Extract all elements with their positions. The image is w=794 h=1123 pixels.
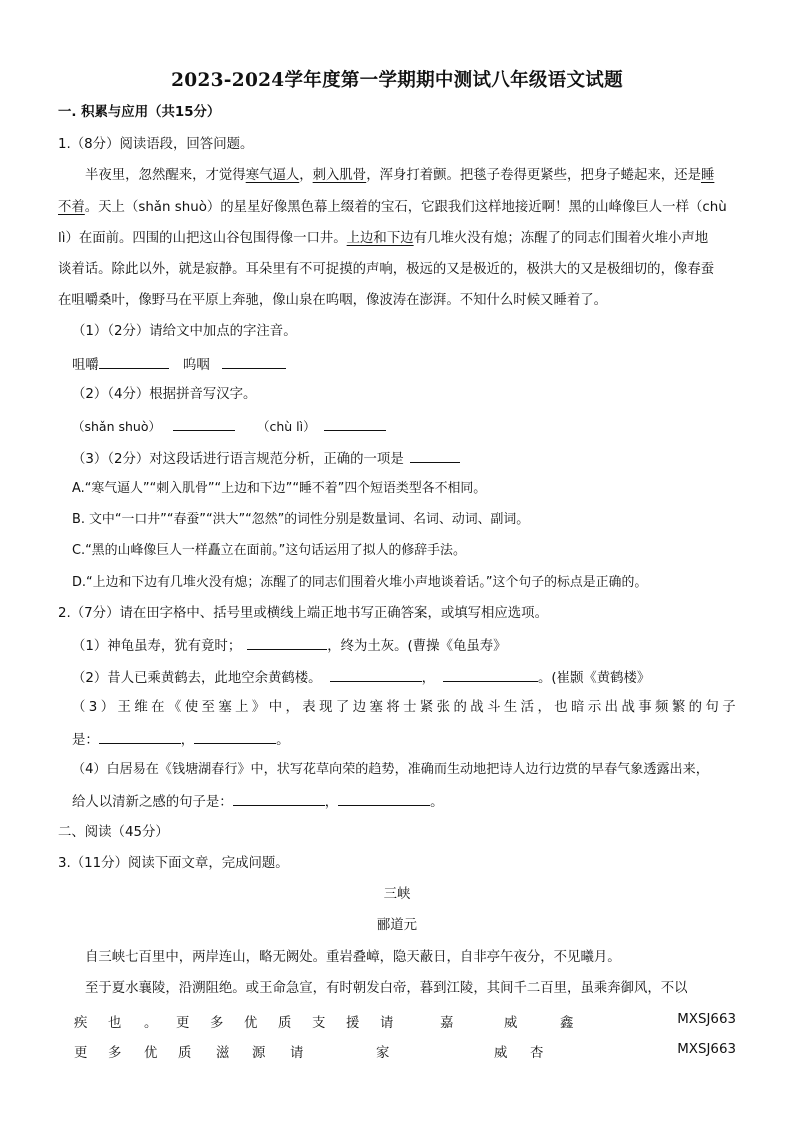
q1-option-b: B. 文中“一口井”“春蚕”“洪大”“忽然”的词性分别是数量词、名词、动词、副词。 bbox=[72, 512, 530, 527]
footer-char: 更 bbox=[74, 1046, 88, 1061]
footer-char: 请 bbox=[290, 1046, 304, 1061]
q2-sub3-char: （ bbox=[72, 700, 86, 715]
q2-sub3-char: 也 bbox=[554, 700, 568, 715]
section1-heading: 一. 积累与应用（共15分） bbox=[58, 105, 221, 120]
q2-sub3-char: 使 bbox=[184, 700, 199, 715]
q2-sub3-char: 塞 bbox=[369, 700, 383, 715]
q1-sub1-answers: 咀嚼 呜咽 bbox=[72, 354, 744, 376]
q2-sub3-char: 句 bbox=[705, 700, 719, 715]
answer-blank[interactable] bbox=[173, 416, 235, 431]
q1-sub2: （2）（4分）根据拼音写汉字。 bbox=[72, 387, 257, 402]
article-para2: 至于夏水襄陵，沿溯阻绝。或王命急宣，有时朝发白帝，暮到江陵，其间千二百里，虽乘奔御风，不以 bbox=[85, 981, 688, 996]
answer-blank[interactable] bbox=[443, 667, 538, 682]
footer-char: 威 bbox=[494, 1046, 508, 1061]
q2-sub4-answer: 给人以清新之感的句子是： ， 。 bbox=[72, 791, 744, 813]
q1-stem: 1.（8分）阅读语段，回答问题。 bbox=[58, 137, 254, 152]
q1-option-a: A.“寒气逼人”“刺入肌骨”“上边和下边”“睡不着”四个短语类型各不相同。 bbox=[72, 481, 487, 496]
answer-blank[interactable] bbox=[410, 448, 460, 463]
q1-para-line4: 谈着话。除此以外，就是寂静。耳朵里有不可捉摸的声响，极远的又是极近的，极洪大的又是极细切的，像春蚕 bbox=[58, 262, 715, 277]
q2-sub2: （2）昔人已乘黄鹤去，此地空余黄鹤楼。 ， 。(崔颢《黄鹤楼》 bbox=[72, 667, 744, 689]
q2-sub3-char: 士 bbox=[403, 700, 417, 715]
q2-sub4: （4）白居易在《钱塘湖春行》中，状写花草向荣的趋势，准确而生动地把诗人边行边赏的早春气象透露出来， bbox=[72, 762, 709, 777]
q1-sub3: （3）（2分）对这段话进行语言规范分析，正确的一项是 bbox=[72, 448, 744, 470]
q2-sub3-char: 中 bbox=[268, 700, 283, 715]
q2-sub3 bbox=[72, 698, 736, 718]
footer-char: 也 bbox=[108, 1016, 122, 1031]
q2-sub3-char: 《 bbox=[167, 700, 182, 715]
q2-sub3-char: 战 bbox=[470, 700, 484, 715]
answer-blank[interactable] bbox=[99, 729, 181, 744]
footer-char: 请 bbox=[380, 1016, 394, 1031]
q2-sub3-char: 战 bbox=[621, 700, 635, 715]
footer-char: 支 bbox=[312, 1016, 326, 1031]
page-title: 2023-2024学年度第一学期期中测试八年级语文试题 bbox=[171, 70, 623, 91]
footer-char: 鑫 bbox=[560, 1016, 574, 1031]
footer-char: 优 bbox=[244, 1016, 258, 1031]
answer-blank[interactable] bbox=[330, 667, 422, 682]
q2-sub3-char: 》 bbox=[251, 700, 266, 715]
footer-char: 嘉 bbox=[440, 1016, 454, 1031]
q1-para-line1: 半夜里，忽然醒来，才觉得寒气逼人，刺入肌骨，浑身打着颤。把毯子卷得更紧些，把身子蜷起来，还是睡 bbox=[85, 168, 715, 183]
q2-sub3-char: 斗 bbox=[487, 700, 501, 715]
q2-sub3-char: ， bbox=[285, 700, 299, 715]
footer-char: 疾 bbox=[74, 1016, 88, 1031]
q2-sub3-char: 张 bbox=[436, 700, 451, 715]
footer-char: 家 bbox=[376, 1046, 390, 1061]
answer-blank[interactable] bbox=[222, 354, 286, 369]
q2-sub3-char: 将 bbox=[386, 700, 400, 715]
q2-sub3-char: 子 bbox=[722, 700, 736, 715]
q2-sub3-char: 的 bbox=[453, 700, 467, 715]
q2-sub3-char: 繁 bbox=[671, 700, 686, 715]
q2-sub3-char: 紧 bbox=[419, 700, 434, 715]
footer-char: 质 bbox=[178, 1046, 192, 1061]
answer-blank[interactable] bbox=[338, 791, 430, 806]
q1-para-line5: 在咀嚼桑叶，像野马在平原上奔驰，像山泉在呜咽，像波涛在澎湃。不知什么时候又睡着了。 bbox=[58, 293, 608, 308]
answer-blank[interactable] bbox=[247, 635, 327, 650]
answer-blank[interactable] bbox=[324, 416, 386, 431]
q2-sub3-char: 边 bbox=[352, 700, 367, 715]
q1-para-line3: lì）在面前。四围的山把这山谷包围得像一口井。上边和下边有几堆火没有熄；冻醒了的同志们围着火堆小声地 bbox=[58, 231, 709, 246]
q2-sub3-char: 出 bbox=[604, 700, 619, 715]
q2-sub3-char: 王 bbox=[117, 700, 131, 715]
exam-page: 2023-2024学年度第一学期期中测试八年级语文试题 一. 积累与应用（共15分） 1.（8分）阅读语段，回答问题。 半夜里，忽然醒来，才觉得寒气逼人，刺入肌骨，浑身打着颤。把毯子卷得更紧些，把身子蜷起来，还是睡 不着。天上（shǎn shuò）的星星好像黑色幕上缀着的宝石，它跟我们这样地接近啊！黑的山峰像巨人一样（chù lì）在面前。四围的山把这山谷包围得像一口井。上边和下边有几堆火没有熄；冻醒了的同志们围着火堆小声地 谈着话。除此以外，就是寂静。耳朵里有不可捉摸的声响，极远的又是极近的，极洪大的又是极细切的，像春蚕 在咀嚼桑叶，像野马在平原上奔驰，像山泉在呜咽，像波涛在澎湃。不知什么时候又睡着了。 （1）（2分）请给文中加点的字注音。 咀嚼 呜咽 （2）（4分）根据拼音写汉字。 （shǎn shuò） （chù lì） （3）（2分）对这段话进行语言规范分析，正确的一项是 A.“寒气逼人”“刺入肌骨”“上边和下边”“睡不着”四个短语类型各不相同。 B. 文中“一口井”“春蚕”“洪大”“忽然”的词性分别是数量词、名词、动词、副词。 C.“黑的山峰像巨人一样矗立在面前。”这句话运用了拟人的修辞手法。 D.“上边和下边有几堆火没有熄；冻醒了的同志们围着火堆小声地谈着话。”这个句子的标点是正确的。 2.（7分）请在田字格中、括号里或横线上端正地书写正确答案，或填写相应选项。 （1）神龟虽寿，犹有竟时； ，终为土灰。(曹操《龟虽寿》 （2）昔人已乘黄鹤去，此地空余黄鹤楼。 ， 。(崔颢《黄鹤楼》 （ 3 ） 王 维 在 《 使 至 塞 上 》 中 ， 表 现 了 边 塞 将 士 紧 张 的 战 斗 生 活 ， 也 暗 示 出 战 事 频 繁 的 句 子 是： ， 。 （4）白居易在《钱塘湖春行》中，状写花草向荣的趋势，准确而生动地把诗人边行边赏的早春气象透露出来， 给人以清新之感的句子是： ， 。 二、阅读（45分） 3.（11分）阅读下面文章，完成问题。 三峡 郦道元 自三峡七百里中，两岸连山，略无阙处。重岩叠嶂，隐天蔽日，自非亭午夜分，不见曦月。 至于夏水襄陵，沿溯阻绝。或王命急宣，有时朝发白帝，暮到江陵，其间千二百里，虽乘奔御风，不以 疾 也 。 更 多 优 质 支 援 请 嘉 威 鑫 MXSJ663 更 多 优 质 滋 源 请 家 威 杏 MXSJ663 bbox=[0, 0, 794, 1123]
q2-sub3-char: 塞 bbox=[218, 700, 232, 715]
q2-sub3-char: 事 bbox=[638, 700, 652, 715]
footer-char: 多 bbox=[108, 1046, 122, 1061]
q2-sub3-char: 在 bbox=[151, 700, 165, 715]
q1-sub1: （1）（2分）请给文中加点的字注音。 bbox=[72, 324, 297, 339]
q2-sub3-char: 了 bbox=[335, 700, 350, 715]
q2-sub3-char: 表 bbox=[302, 700, 316, 715]
footer-char: 多 bbox=[210, 1016, 224, 1031]
footer-char: 杏 bbox=[530, 1046, 544, 1061]
q2-sub3-char: ） bbox=[100, 700, 115, 715]
q1-para-line2: 不着。天上（shǎn shuò）的星星好像黑色幕上缀着的宝石，它跟我们这样地接近啊！黑的山峰像巨人一样（chù bbox=[58, 200, 727, 215]
q2-sub3-char: 频 bbox=[655, 700, 669, 715]
q2-sub3-char: 至 bbox=[201, 700, 215, 715]
q2-sub3-char: 暗 bbox=[571, 700, 585, 715]
q2-sub1: （1）神龟虽寿，犹有竟时； ，终为土灰。(曹操《龟虽寿》 bbox=[72, 635, 744, 657]
footer-char: 更 bbox=[176, 1016, 190, 1031]
answer-blank[interactable] bbox=[233, 791, 325, 806]
answer-blank[interactable] bbox=[99, 354, 169, 369]
answer-blank[interactable] bbox=[194, 729, 276, 744]
footer-char: 源 bbox=[252, 1046, 266, 1061]
footer-char: 援 bbox=[346, 1016, 360, 1031]
q1-sub2-answers: （shǎn shuò） （chù lì） bbox=[72, 416, 744, 437]
q1-option-d: D.“上边和下边有几堆火没有熄；冻醒了的同志们围着火堆小声地谈着话。”这个句子的标点是正确的。 bbox=[72, 575, 648, 590]
q2-sub3-char: 上 bbox=[235, 700, 249, 715]
footer-char: 优 bbox=[144, 1046, 158, 1061]
q2-sub3-answer: 是： ， 。 bbox=[72, 729, 744, 751]
q2-sub3-char: ， bbox=[537, 700, 551, 715]
q2-sub3-char: 示 bbox=[587, 700, 602, 715]
q1-option-c: C.“黑的山峰像巨人一样矗立在面前。”这句话运用了拟人的修辞手法。 bbox=[72, 543, 466, 558]
article-title: 三峡 bbox=[383, 887, 411, 902]
q2-sub3-char: 维 bbox=[134, 700, 148, 715]
article-author: 郦道元 bbox=[376, 918, 418, 933]
q2-sub3-char: 活 bbox=[520, 700, 535, 715]
q2-sub3-char: 现 bbox=[319, 700, 333, 715]
section2-heading: 二、阅读（45分） bbox=[58, 825, 169, 840]
footer-char: 质 bbox=[278, 1016, 292, 1031]
q2-sub3-char: 3 bbox=[88, 700, 98, 715]
q2-stem: 2.（7分）请在田字格中、括号里或横线上端正地书写正确答案，或填写相应选项。 bbox=[58, 606, 548, 621]
footer-char: 滋 bbox=[216, 1046, 230, 1061]
article-para1: 自三峡七百里中，两岸连山，略无阙处。重岩叠嶂，隐天蔽日，自非亭午夜分，不见曦月。 bbox=[85, 950, 621, 965]
q3-stem: 3.（11分）阅读下面文章，完成问题。 bbox=[58, 856, 289, 871]
q2-sub3-char: 生 bbox=[503, 700, 518, 715]
q2-sub3-char: 的 bbox=[688, 700, 703, 715]
footer-char: 。 bbox=[144, 1016, 158, 1031]
footer-char: 威 bbox=[504, 1016, 518, 1031]
